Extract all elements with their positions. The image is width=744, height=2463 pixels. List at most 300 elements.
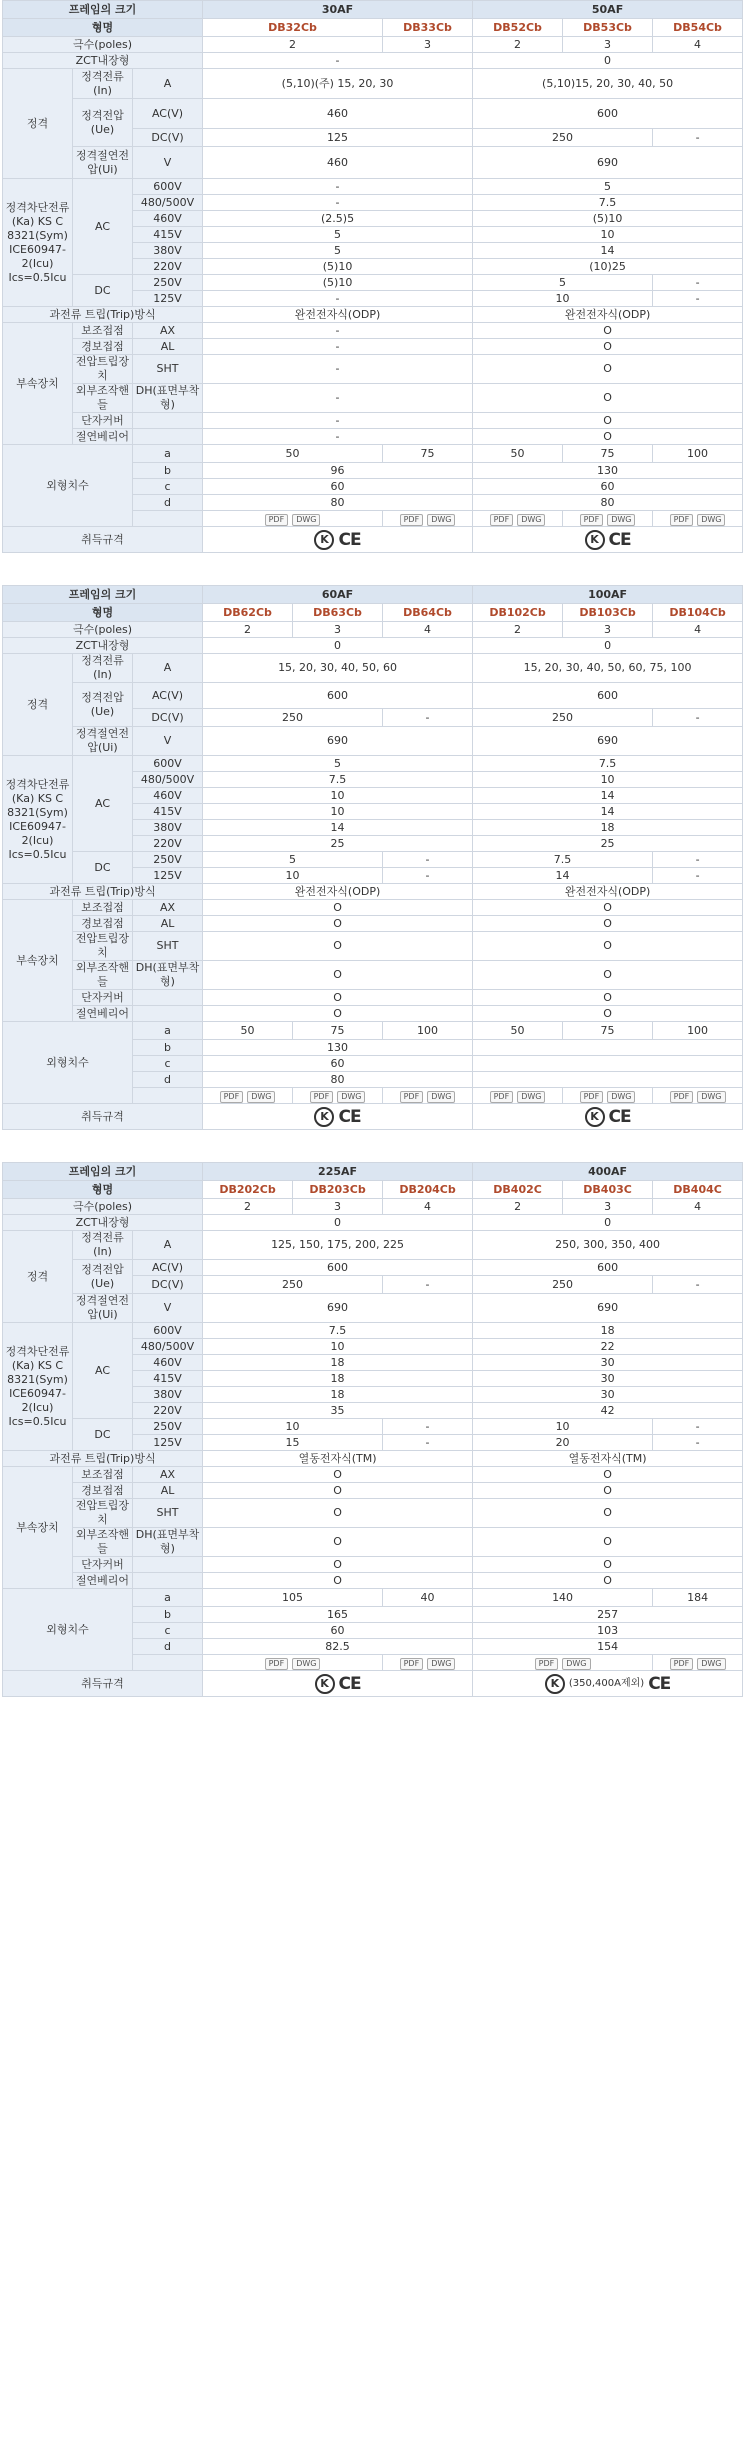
unit-label: AC(V) [133,683,203,709]
dc-label: DC [73,275,133,307]
dash-cell: - [383,1435,473,1451]
cert-marks [314,530,360,550]
accessory-value: O [203,1467,473,1483]
kc-mark-icon: K [545,1674,565,1694]
rating-item-label: 정격전류(In) [73,69,133,99]
table-row [3,683,743,709]
accessory-value: O [203,1557,473,1573]
accessory-value: - [203,339,473,355]
model-name: DB402C [473,1181,563,1199]
rating-value: 600 [473,1260,743,1276]
accessory-name: 전압트립장치 [73,355,133,384]
breaking-value: (5)10 [203,259,473,275]
voltage-label: 600V [133,179,203,195]
table-row [3,527,743,553]
breaking-value: 5 [473,275,653,291]
unit-label: AC(V) [133,99,203,129]
breaking-value: 10 [203,804,473,820]
pdf-download-button[interactable]: PDF [580,1091,604,1103]
table-row [3,275,743,291]
breaking-value: 15 [203,1435,383,1451]
model-name: DB103Cb [563,604,653,622]
pdf-download-button[interactable]: PDF [535,1658,559,1670]
voltage-label: 480/500V [133,1339,203,1355]
breaking-value: 18 [203,1355,473,1371]
voltage-label: 415V [133,1371,203,1387]
spec-table [2,1162,743,1697]
rating-label: 정격 [3,1231,73,1323]
frame-name: 400AF [473,1163,743,1181]
accessory-name: 외부조작핸들 [73,384,133,413]
dim-value: 130 [203,1040,473,1056]
table-row [3,1022,743,1040]
accessory-code: DH(표면부착형) [133,384,203,413]
accessory-value: - [203,384,473,413]
accessory-name: 절연베리어 [73,1006,133,1022]
poles-value: 4 [383,1199,473,1215]
download-cell [203,1088,293,1104]
table-row [3,654,743,683]
table-row [3,1163,743,1181]
dwg-download-button[interactable]: DWG [607,1091,635,1103]
dwg-download-button[interactable]: DWG [292,514,320,526]
download-cell [473,1088,563,1104]
rating-value: 600 [203,683,473,709]
rating-value: 690 [473,1294,743,1323]
breaking-value: 10 [473,1419,653,1435]
frame-name: 30AF [203,1,473,19]
dim-value: 60 [203,479,473,495]
dash-cell: - [653,275,743,291]
ce-mark-icon: CE [648,1673,671,1694]
table-row [3,638,743,654]
dwg-download-button[interactable]: DWG [517,1091,545,1103]
breaking-value: 14 [473,243,743,259]
download-cell [293,1088,383,1104]
breaking-value: 30 [473,1371,743,1387]
accessory-code [133,429,203,445]
model-name: DB404C [653,1181,743,1199]
breaking-value: 14 [203,820,473,836]
dwg-download-button[interactable]: DWG [562,1658,590,1670]
accessory-value: O [473,355,743,384]
cert-marks [545,1674,670,1694]
table-row [3,1181,743,1199]
table-row [3,1215,743,1231]
table-row [3,53,743,69]
zct-value: 0 [203,1215,473,1231]
dim-key: b [133,1607,203,1623]
voltage-label: 415V [133,804,203,820]
voltage-label: 125V [133,1435,203,1451]
frame-size-label: 프레임의 크기 [3,586,203,604]
dim-value: 130 [473,463,743,479]
model-label: 형명 [3,604,203,622]
dim-a-value: 100 [653,445,743,463]
unit-label: DC(V) [133,1276,203,1294]
poles-value: 2 [203,1199,293,1215]
voltage-label: 480/500V [133,195,203,211]
breaking-value: (10)25 [473,259,743,275]
breaking-value: 14 [473,868,653,884]
rating-value: 600 [203,1260,473,1276]
breaking-value: 5 [203,227,473,243]
cert-marks [585,530,631,550]
table-row [3,69,743,99]
table-row [3,1671,743,1697]
dwg-download-button[interactable]: DWG [697,1658,725,1670]
accessory-value: O [203,916,473,932]
frame-name: 100AF [473,586,743,604]
table-row [3,990,743,1006]
accessory-value: - [203,413,473,429]
pdf-download-button[interactable]: PDF [400,1658,424,1670]
dim-a-value: 75 [293,1022,383,1040]
trip-value: 완전전자식(ODP) [473,307,743,323]
accessory-value: O [203,1528,473,1557]
dim-key: a [133,1589,203,1607]
pdf-download-button[interactable]: PDF [265,514,289,526]
kc-mark-icon: K [585,530,605,550]
poles-value: 2 [473,622,563,638]
model-name: DB32Cb [203,19,383,37]
accessory-value: O [203,900,473,916]
poles-value: 3 [563,1199,653,1215]
breaking-value: 5 [203,243,473,259]
table-row [3,900,743,916]
accessory-code: DH(표면부착형) [133,961,203,990]
zct-value: - [203,53,473,69]
breaking-value: 7.5 [473,852,653,868]
rating-item-label: 정격절연전압(Ui) [73,147,133,179]
poles-value: 4 [653,1199,743,1215]
cert-value [203,1104,473,1130]
dwg-download-button[interactable]: DWG [517,514,545,526]
dwg-download-button[interactable]: DWG [427,1091,455,1103]
accessory-code: SHT [133,355,203,384]
zct-label: ZCT내장형 [3,638,203,654]
accessory-value: O [203,1483,473,1499]
rated-voltage-label: 정격전압(Ue) [73,683,133,727]
pdf-download-button[interactable]: PDF [490,514,514,526]
ce-mark-icon: CE [608,1106,631,1127]
frame-size-label: 프레임의 크기 [3,1163,203,1181]
accessory-value: O [203,1006,473,1022]
breaking-value: 20 [473,1435,653,1451]
unit-label: V [133,727,203,756]
dim-value: 257 [473,1607,743,1623]
breaking-value: 5 [473,179,743,195]
accessory-name: 경보접점 [73,339,133,355]
cert-marks [585,1107,631,1127]
breaking-value: - [203,195,473,211]
cert-label: 취득규격 [3,1671,203,1697]
dash-cell: - [383,709,473,727]
accessory-code: DH(표면부착형) [133,1528,203,1557]
dash-cell: - [383,1276,473,1294]
breaking-value: 30 [473,1355,743,1371]
table-row [3,445,743,463]
trip-value: 열동전자식(TM) [203,1451,473,1467]
pdf-download-button[interactable]: PDF [580,514,604,526]
zct-value: 0 [473,1215,743,1231]
pdf-download-button[interactable]: PDF [220,1091,244,1103]
dwg-download-button[interactable]: DWG [697,1091,725,1103]
voltage-label: 220V [133,1403,203,1419]
table-row [3,1557,743,1573]
accessory-value: O [473,916,743,932]
dim-value: 165 [203,1607,473,1623]
table-row [3,1104,743,1130]
trip-value: 완전전자식(ODP) [203,307,473,323]
unit-label: A [133,654,203,683]
frame-name: 225AF [203,1163,473,1181]
dash-cell: - [653,1276,743,1294]
unit-label: DC(V) [133,129,203,147]
accessory-name: 보조접점 [73,1467,133,1483]
accessory-value: O [473,1557,743,1573]
pdf-download-button[interactable]: PDF [490,1091,514,1103]
dim-value: 80 [203,1072,473,1088]
table-row [3,179,743,195]
breaking-capacity-label: 정격차단전류(Ka) KS C 8321(Sym) ICE60947-2(Icu) Ics=0.5Icu [3,179,73,307]
accessory-name: 경보접점 [73,916,133,932]
accessory-value: O [473,1483,743,1499]
table-row [3,1260,743,1276]
dwg-download-button[interactable]: DWG [337,1091,365,1103]
breaking-value: 18 [203,1387,473,1403]
poles-value: 2 [203,622,293,638]
dim-key [133,511,203,527]
table-row [3,1419,743,1435]
pdf-download-button[interactable]: PDF [670,1091,694,1103]
poles-value: 2 [473,37,563,53]
dwg-download-button[interactable]: DWG [247,1091,275,1103]
dim-value: 80 [473,495,743,511]
download-cell [653,1655,743,1671]
breaking-capacity-label: 정격차단전류(Ka) KS C 8321(Sym) ICE60947-2(Icu) Ics=0.5Icu [3,1323,73,1451]
model-label: 형명 [3,1181,203,1199]
pdf-download-button[interactable]: PDF [670,514,694,526]
voltage-label: 250V [133,852,203,868]
download-cell [203,511,383,527]
dim-key: d [133,1639,203,1655]
download-cell [653,511,743,527]
breaking-value: 35 [203,1403,473,1419]
dim-key: b [133,1040,203,1056]
table-row [3,384,743,413]
pdf-download-button[interactable]: PDF [265,1658,289,1670]
accessory-code: AX [133,323,203,339]
download-cell [383,1088,473,1104]
accessory-code [133,413,203,429]
cert-note: (350,400A제외) [568,1677,645,1689]
rating-value: 600 [473,99,743,129]
breaking-value: 7.5 [203,772,473,788]
accessory-value: O [203,1573,473,1589]
unit-label: DC(V) [133,709,203,727]
table-row [3,622,743,638]
dim-key: c [133,1623,203,1639]
dwg-download-button[interactable]: DWG [697,514,725,526]
dim-a-value: 105 [203,1589,383,1607]
table-row [3,1006,743,1022]
dash-cell: - [383,868,473,884]
breaking-value: 14 [473,788,743,804]
accessory-code [133,1557,203,1573]
breaking-value: 7.5 [473,756,743,772]
dash-cell: - [383,852,473,868]
voltage-label: 220V [133,836,203,852]
table-row [3,586,743,604]
dim-key [133,1655,203,1671]
block-gap [2,1130,742,1162]
table-row [3,429,743,445]
dim-value: 60 [473,479,743,495]
pdf-download-button[interactable]: PDF [670,1658,694,1670]
dim-value: 60 [203,1623,473,1639]
unit-label: A [133,69,203,99]
poles-value: 3 [563,37,653,53]
accessory-name: 경보접점 [73,1483,133,1499]
rating-value: 125, 150, 175, 200, 225 [203,1231,473,1260]
cert-value [473,1104,743,1130]
cert-marks [315,1674,361,1694]
voltage-label: 250V [133,1419,203,1435]
table-row [3,1499,743,1528]
accessory-value: O [473,900,743,916]
dc-label: DC [73,1419,133,1451]
model-name: DB403C [563,1181,653,1199]
ac-label: AC [73,179,133,275]
table-row [3,1199,743,1215]
cert-label: 취득규격 [3,527,203,553]
dim-a-value: 100 [653,1022,743,1040]
accessory-value: O [473,1006,743,1022]
breaking-value: - [203,291,473,307]
dim-value: 80 [203,495,473,511]
rating-value: 15, 20, 30, 40, 50, 60 [203,654,473,683]
accessory-name: 보조접점 [73,900,133,916]
breaking-value: 10 [203,788,473,804]
accessory-value: - [203,323,473,339]
table-row [3,1294,743,1323]
voltage-label: 415V [133,227,203,243]
dwg-download-button[interactable]: DWG [292,1658,320,1670]
dim-value: 82.5 [203,1639,473,1655]
pdf-download-button[interactable]: PDF [400,1091,424,1103]
breaking-value: (2.5)5 [203,211,473,227]
dim-a-value: 75 [563,445,653,463]
poles-value: 2 [473,1199,563,1215]
dc-voltage-value: 250 [473,129,653,147]
cert-marks [314,1107,360,1127]
dash-cell: - [653,852,743,868]
dim-key [133,1088,203,1104]
dim-a-value: 50 [203,445,383,463]
poles-value: 4 [653,37,743,53]
table-row [3,961,743,990]
accessory-value: - [203,429,473,445]
cert-value [473,1671,743,1697]
poles-value: 3 [293,1199,383,1215]
kc-mark-icon: K [315,1674,335,1694]
pdf-download-button[interactable]: PDF [310,1091,334,1103]
accessory-value: O [203,1499,473,1528]
dc-label: DC [73,852,133,884]
accessory-value: O [473,339,743,355]
rating-value: (5,10)15, 20, 30, 40, 50 [473,69,743,99]
rating-item-label: 정격전류(In) [73,654,133,683]
pdf-download-button[interactable]: PDF [400,514,424,526]
table-row [3,99,743,129]
model-name: DB53Cb [563,19,653,37]
dc-voltage-value: 250 [203,1276,383,1294]
accessory-code [133,1573,203,1589]
zct-label: ZCT내장형 [3,1215,203,1231]
model-name: DB54Cb [653,19,743,37]
rating-value: 690 [203,727,473,756]
model-name: DB33Cb [383,19,473,37]
accessory-value: O [473,1499,743,1528]
ac-label: AC [73,756,133,852]
poles-label: 극수(poles) [3,622,203,638]
breaking-value: 7.5 [203,1323,473,1339]
rating-value: 690 [473,727,743,756]
voltage-label: 380V [133,1387,203,1403]
model-name: DB102Cb [473,604,563,622]
dc-voltage-value: 125 [203,129,473,147]
accessory-value: O [473,384,743,413]
dim-key: a [133,445,203,463]
dimensions-label: 외형치수 [3,1022,133,1104]
zct-value: 0 [473,53,743,69]
dash-cell: - [653,291,743,307]
accessory-value: O [473,961,743,990]
voltage-label: 220V [133,259,203,275]
spec-table [2,0,743,553]
breaking-value: 22 [473,1339,743,1355]
dimensions-label: 외형치수 [3,445,133,527]
accessory-value: O [203,990,473,1006]
trip-value: 완전전자식(ODP) [203,884,473,900]
accessory-code [133,990,203,1006]
table-row [3,1483,743,1499]
breaking-value: 14 [473,804,743,820]
breaking-value: 5 [203,756,473,772]
accessory-code: AX [133,1467,203,1483]
rating-item-label: 정격절연전압(Ui) [73,727,133,756]
breaking-value: 10 [203,868,383,884]
dim-a-value: 50 [473,445,563,463]
rating-value: 460 [203,147,473,179]
trip-label: 과전류 트립(Trip)방식 [3,307,203,323]
frame-name: 60AF [203,586,473,604]
dwg-download-button[interactable]: DWG [607,514,635,526]
dim-a-value: 100 [383,1022,473,1040]
dwg-download-button[interactable]: DWG [427,514,455,526]
model-name: DB63Cb [293,604,383,622]
accessory-value: O [473,1467,743,1483]
ce-mark-icon: CE [608,529,631,550]
accessory-value: - [203,355,473,384]
dwg-download-button[interactable]: DWG [427,1658,455,1670]
accessory-name: 외부조작핸들 [73,961,133,990]
accessory-code: AL [133,916,203,932]
voltage-label: 600V [133,1323,203,1339]
dash-cell: - [653,868,743,884]
rating-label: 정격 [3,654,73,756]
